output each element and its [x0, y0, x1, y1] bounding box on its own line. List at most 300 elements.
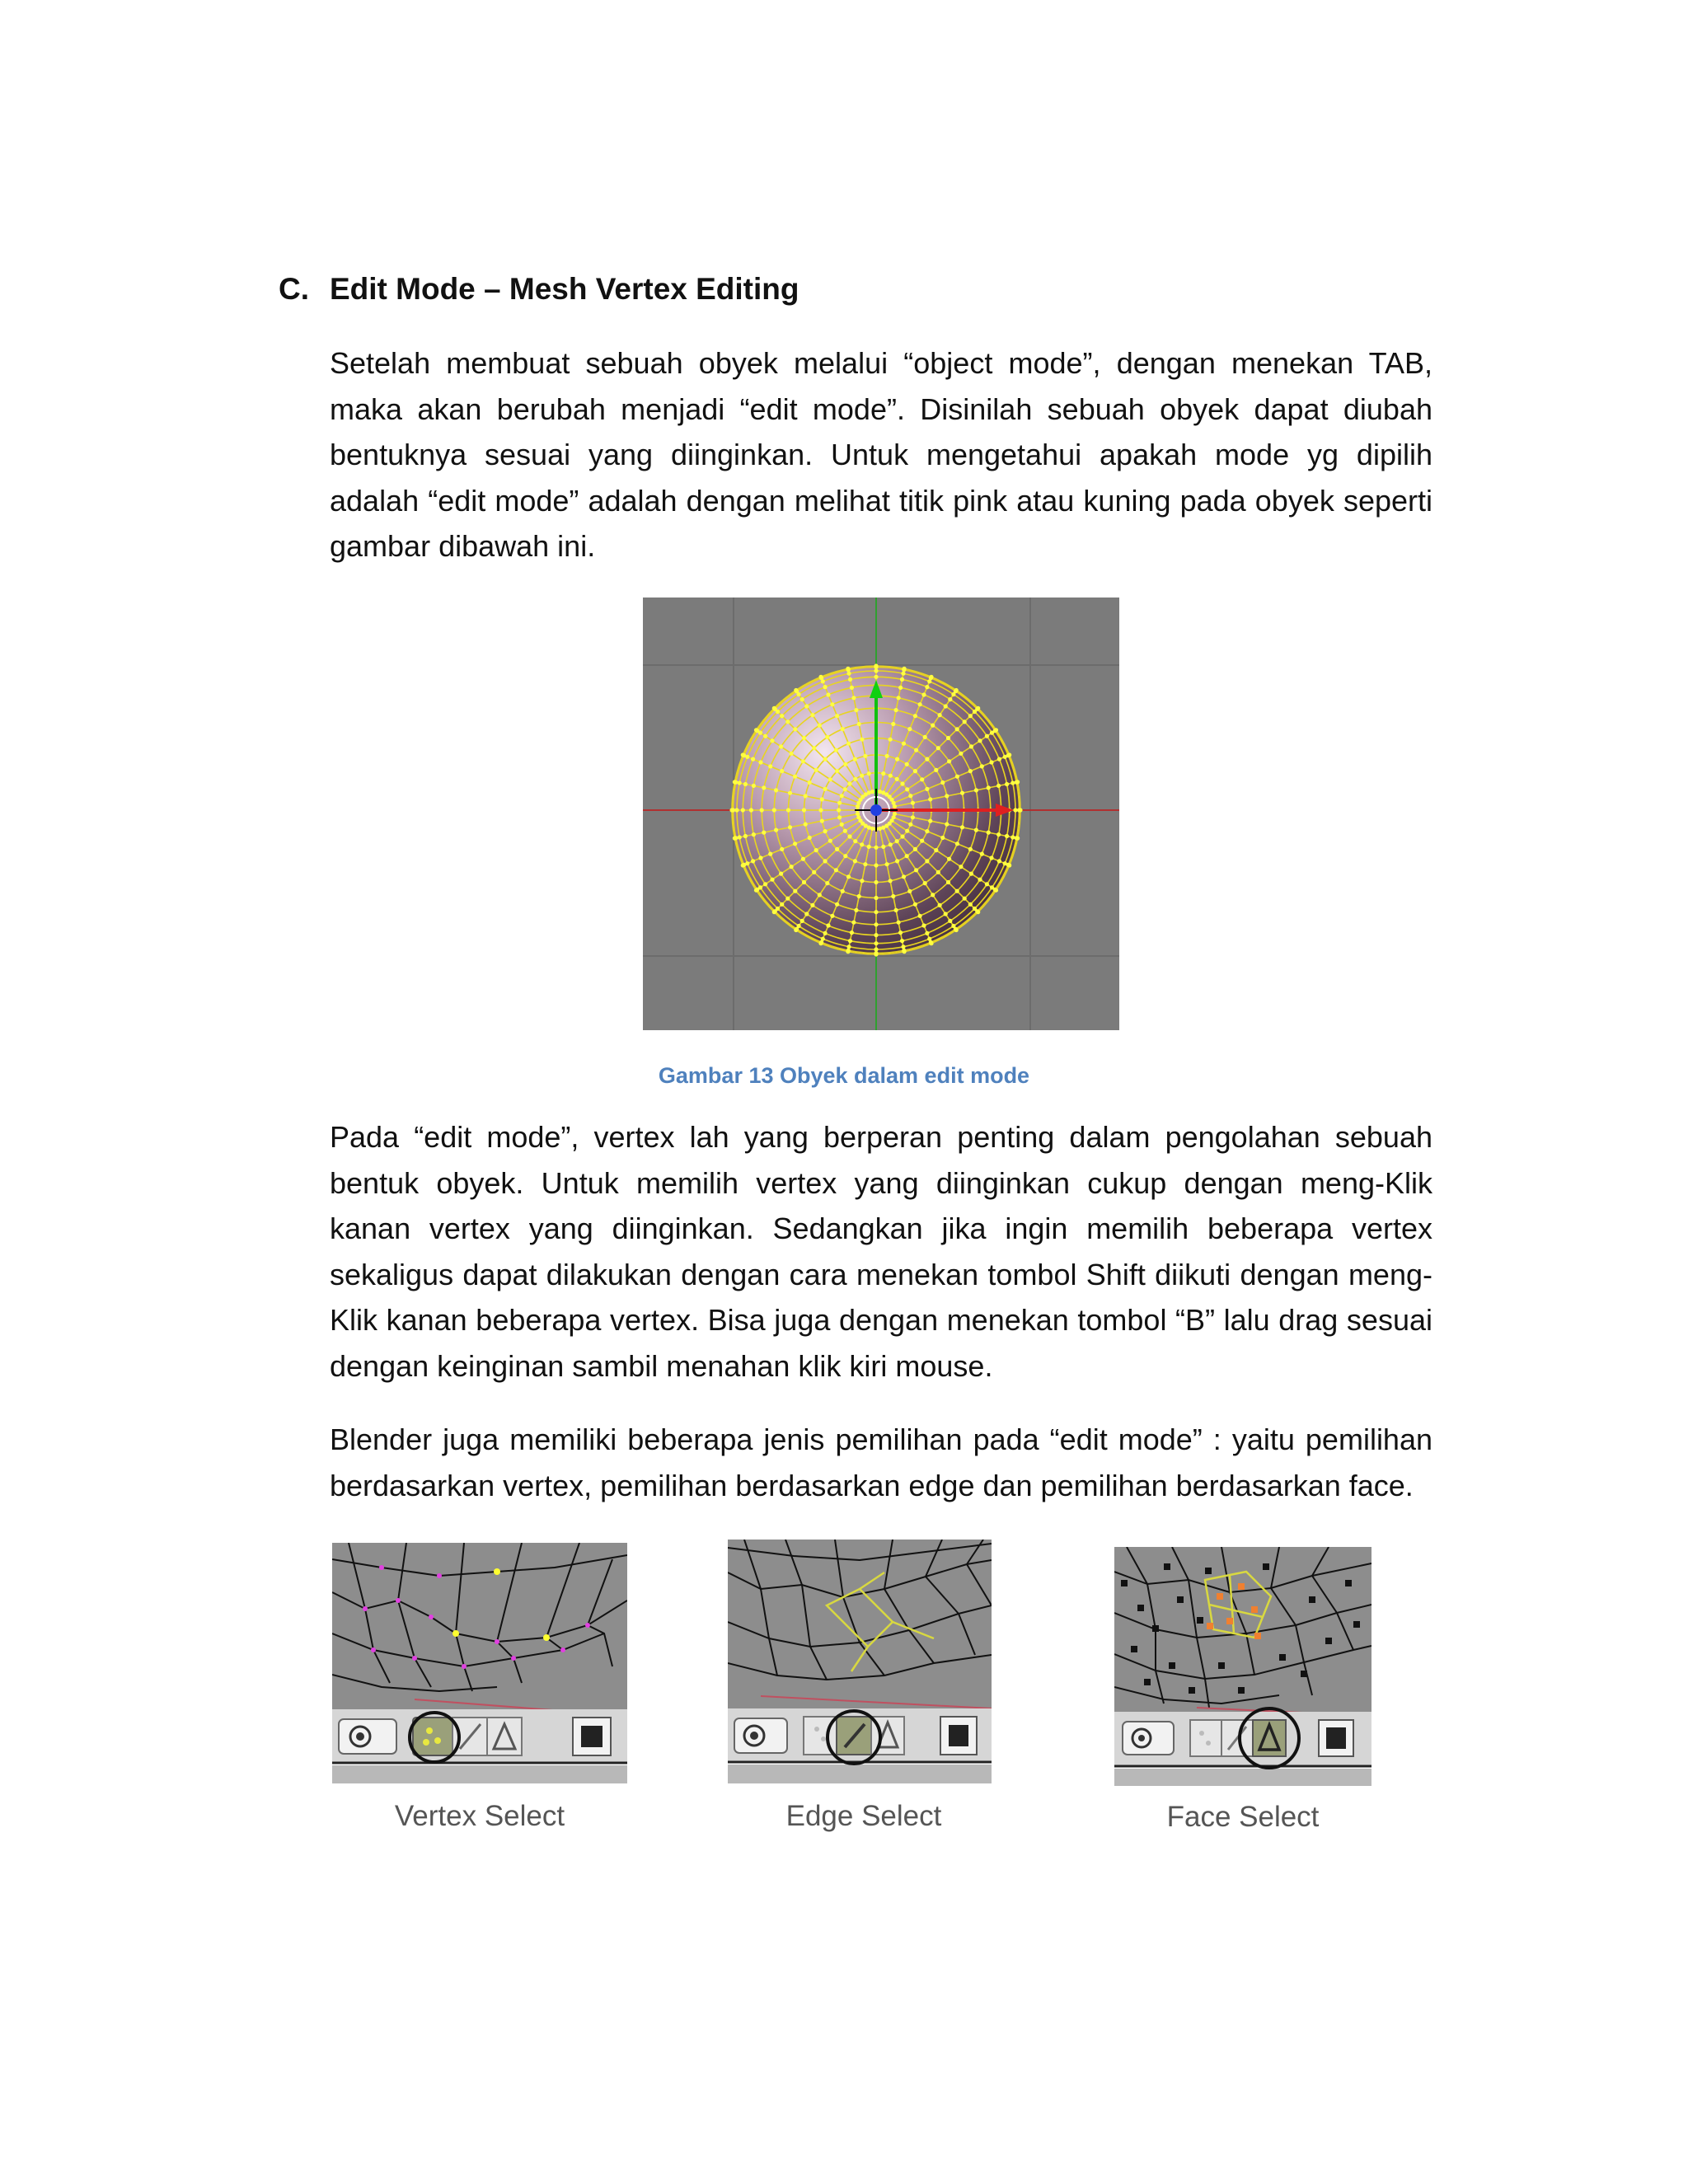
mesh-vertex	[925, 787, 929, 791]
mesh-vertex	[743, 782, 748, 786]
mesh-vertex	[1005, 834, 1009, 838]
mesh-vertex	[837, 815, 842, 819]
mesh-vertex	[801, 759, 805, 763]
mesh-vertex	[800, 919, 804, 923]
mesh-vertex	[1015, 780, 1020, 784]
mesh-vertex	[881, 845, 885, 849]
mesh-vertex	[826, 692, 830, 696]
mesh-vertex	[903, 667, 907, 671]
mesh-vertex	[900, 834, 904, 838]
mesh-vertex	[900, 677, 904, 682]
mesh-vertex	[936, 870, 940, 874]
mesh-vertex	[923, 735, 927, 739]
mesh-vertex	[944, 704, 948, 708]
face-select-screenshot	[1114, 1547, 1372, 1786]
mesh-vertex	[905, 829, 909, 833]
mesh-vertex	[853, 757, 857, 762]
mesh-vertex	[741, 863, 745, 867]
mesh-vertex	[830, 702, 834, 706]
mesh-vertex	[733, 780, 737, 784]
mesh-vertex	[780, 902, 784, 907]
mesh-vertex	[818, 893, 822, 897]
mesh-vertex	[867, 845, 871, 849]
mesh-vertex	[994, 728, 998, 732]
mesh-vertex	[985, 734, 989, 738]
mesh-vertex	[908, 823, 912, 827]
mesh-vertex	[812, 870, 816, 874]
mesh-vertex	[818, 724, 822, 728]
figure-caption: Gambar 13 Obyek dalam edit mode	[658, 1063, 1030, 1088]
mesh-vertex	[974, 788, 978, 792]
mesh-vertex	[978, 878, 982, 882]
mesh-vertex	[945, 823, 949, 827]
mesh-vertex	[860, 842, 864, 846]
mesh-vertex	[907, 727, 912, 731]
mesh-vertex	[968, 769, 973, 773]
mesh-vertex	[889, 738, 893, 742]
mesh-vertex	[891, 722, 895, 726]
mesh-vertex	[914, 748, 918, 752]
mesh-vertex	[921, 692, 926, 696]
mesh-vertex	[772, 910, 776, 914]
mesh-vertex	[834, 748, 838, 752]
mesh-vertex	[1010, 780, 1015, 785]
mesh-vertex	[889, 842, 893, 846]
section-heading	[279, 272, 799, 307]
edit-mode-sphere-figure	[643, 598, 1119, 1030]
mesh-vertex	[1018, 808, 1022, 812]
mesh-vertex	[895, 859, 899, 863]
mesh-vertex	[841, 889, 845, 893]
mesh-vertex	[843, 787, 847, 791]
mesh-vertex	[920, 839, 924, 843]
mesh-vertex	[867, 771, 871, 776]
vertex-select-screenshot	[332, 1543, 627, 1783]
mesh-vertex	[794, 688, 798, 692]
mesh-vertex	[846, 672, 851, 676]
mesh-vertex	[925, 931, 929, 935]
mesh-vertex	[818, 941, 823, 945]
mesh-vertex	[946, 880, 950, 884]
mesh-vertex	[802, 808, 806, 812]
mesh-vertex	[947, 857, 951, 861]
mesh-vertex	[760, 808, 764, 812]
mesh-vertex	[749, 808, 753, 812]
mesh-vertex	[997, 757, 1001, 762]
mesh-vertex	[948, 697, 952, 701]
mesh-vertex	[902, 742, 906, 746]
mesh-vertex	[790, 752, 794, 756]
mesh-vertex	[968, 902, 973, 907]
mesh-vertex	[945, 794, 949, 798]
mesh-vertex	[804, 794, 808, 798]
mesh-vertex	[960, 791, 964, 795]
mesh-vertex	[851, 696, 856, 700]
mesh-vertex	[959, 752, 963, 756]
mesh-vertex	[772, 706, 776, 710]
mesh-vertex	[741, 808, 745, 812]
paragraph-intro: Setelah membuat sebuah obyek melalui “object mode”, dengan menekan TAB, maka akan berubah menjadi “edit mode”. Disinilah sebuah obyek dapat diubah bentuknya sesuai yang diinginkan. Untuk mengetahui apakah mode yg dipilih adalah “edit mode” adalah dengan melihat titik pink atau kuning pada obyek seperti gambar dibawah ini.	[330, 346, 1432, 564]
mesh-vertex	[733, 837, 737, 841]
mesh-vertex	[843, 854, 847, 858]
mesh-vertex	[780, 714, 784, 718]
mesh-vertex	[825, 881, 829, 885]
mesh-vertex	[770, 738, 774, 743]
mesh-vertex	[851, 921, 856, 925]
mesh-vertex	[996, 784, 1001, 788]
mesh-vertex	[905, 762, 909, 766]
mesh-vertex	[860, 774, 864, 778]
mesh-vertex	[874, 675, 878, 679]
mesh-vertex	[738, 780, 742, 785]
mesh-vertex	[969, 872, 973, 876]
mesh-vertex	[976, 706, 980, 710]
mesh-vertex	[848, 677, 852, 682]
mesh-vertex	[729, 808, 734, 812]
mesh-vertex	[785, 719, 790, 724]
mesh-vertex	[823, 931, 828, 935]
mesh-vertex	[790, 865, 794, 869]
mesh-vertex	[810, 713, 814, 717]
mesh-vertex	[934, 848, 938, 852]
mesh-vertex	[810, 903, 814, 907]
mesh-vertex	[793, 775, 797, 779]
mesh-vertex	[914, 868, 918, 872]
mesh-vertex	[774, 828, 778, 832]
section-number: C.	[279, 272, 309, 306]
paragraph-selection-modes: Blender juga memiliki beberapa jenis pemilihan pada “edit mode” : yaitu pemilihan berdasarkan vertex, pemilihan berdasarkan edge dan pemilihan berdasarkan face.	[330, 1422, 1432, 1502]
mesh-vertex	[853, 839, 857, 843]
mesh-vertex	[934, 768, 938, 772]
mesh-vertex	[834, 868, 838, 872]
mesh-vertex	[754, 728, 758, 732]
mesh-vertex	[1010, 835, 1015, 839]
mesh-vertex	[812, 746, 816, 750]
mesh-vertex	[774, 788, 778, 792]
mesh-vertex	[768, 764, 772, 768]
mesh-vertex	[918, 702, 922, 706]
mesh-vertex	[929, 941, 933, 945]
mesh-vertex	[911, 815, 915, 819]
mesh-vertex	[793, 889, 797, 893]
mesh-vertex	[897, 696, 901, 700]
mesh-vertex	[985, 882, 989, 886]
mesh-vertex	[857, 722, 861, 726]
mesh-vertex	[874, 933, 878, 937]
mesh-vertex	[837, 808, 841, 812]
mesh-vertex	[820, 797, 824, 801]
face-select-label: Face Select	[1166, 1801, 1320, 1833]
mesh-vertex	[874, 668, 878, 673]
mesh-vertex	[825, 735, 829, 739]
mesh-vertex	[987, 785, 991, 790]
mesh-vertex	[823, 787, 828, 791]
mesh-vertex	[928, 819, 932, 823]
mesh-vertex	[918, 914, 922, 918]
mesh-vertex	[843, 762, 847, 766]
mesh-vertex	[846, 667, 850, 671]
mesh-vertex	[913, 847, 917, 851]
mesh-vertex	[947, 759, 951, 763]
mesh-vertex	[901, 944, 905, 949]
mesh-vertex	[763, 734, 767, 738]
mesh-vertex	[734, 808, 738, 812]
mesh-vertex	[848, 939, 852, 943]
mesh-vertex	[897, 921, 901, 925]
mesh-vertex	[804, 704, 809, 708]
mesh-vertex	[818, 808, 823, 812]
mesh-vertex	[1013, 808, 1017, 812]
mesh-vertex	[955, 727, 959, 731]
mesh-vertex	[840, 823, 844, 827]
mesh-vertex	[763, 882, 767, 886]
mesh-vertex	[913, 902, 917, 907]
mesh-vertex	[780, 769, 784, 773]
mesh-vertex	[955, 841, 959, 846]
mesh-vertex	[847, 781, 851, 785]
mesh-vertex	[936, 746, 940, 750]
edge-select-label: Edge Select	[785, 1800, 942, 1832]
mesh-vertex	[808, 780, 812, 785]
mesh-vertex	[846, 874, 851, 879]
mesh-vertex	[931, 893, 935, 897]
mesh-vertex	[752, 832, 756, 837]
mesh-vertex	[925, 859, 929, 863]
mesh-vertex	[891, 894, 895, 898]
mesh-vertex	[863, 862, 867, 866]
mesh-vertex	[925, 829, 929, 833]
mesh-vertex	[860, 879, 864, 883]
edge-select-screenshot	[728, 1540, 992, 1783]
mesh-vertex	[974, 828, 978, 832]
mesh-vertex	[741, 752, 745, 757]
mesh-vertex	[878, 827, 882, 831]
mesh-vertex	[944, 912, 948, 916]
mesh-vertex	[940, 780, 945, 785]
mesh-vertex	[841, 727, 845, 731]
mesh-vertex	[987, 831, 991, 835]
mesh-vertex	[895, 757, 899, 762]
mesh-vertex	[828, 777, 832, 781]
mesh-vertex	[893, 804, 897, 808]
mesh-vertex	[925, 685, 929, 689]
mesh-vertex	[968, 714, 973, 718]
mesh-vertex	[881, 771, 885, 776]
mesh-vertex	[913, 714, 917, 718]
mesh-vertex	[779, 744, 783, 748]
mesh-vertex	[908, 794, 912, 798]
mesh-vertex	[823, 859, 828, 863]
mesh-vertex	[793, 727, 797, 731]
mesh-vertex	[850, 930, 854, 935]
mesh-vertex	[837, 801, 842, 805]
mesh-vertex	[860, 738, 864, 742]
mesh-vertex	[793, 841, 797, 846]
mesh-vertex	[835, 769, 839, 773]
mesh-vertex	[780, 847, 784, 851]
mesh-vertex	[788, 825, 792, 829]
mesh-vertex	[853, 859, 857, 863]
mesh-vertex	[826, 923, 830, 927]
vertex-select-label: Vertex Select	[394, 1800, 565, 1832]
mesh-vertex	[1015, 837, 1020, 841]
mesh-vertex	[835, 847, 839, 851]
mesh-vertex	[929, 675, 933, 679]
mesh-vertex	[889, 879, 893, 883]
mesh-vertex	[804, 823, 808, 827]
mesh-vertex	[948, 919, 952, 923]
mesh-vertex	[980, 764, 984, 768]
mesh-vertex	[940, 836, 945, 840]
mesh-vertex	[818, 675, 823, 679]
mesh-vertex	[885, 862, 889, 866]
mesh-vertex	[856, 812, 860, 816]
mesh-vertex	[969, 744, 973, 748]
mesh-vertex	[779, 872, 783, 876]
mesh-vertex	[960, 825, 964, 829]
mesh-vertex	[874, 910, 878, 914]
mesh-vertex	[754, 888, 758, 893]
mesh-vertex	[920, 777, 924, 781]
mesh-vertex	[923, 881, 927, 885]
mesh-vertex	[946, 736, 950, 740]
mesh-vertex	[751, 757, 755, 762]
mesh-vertex	[976, 910, 980, 914]
mesh-vertex	[954, 688, 959, 692]
mesh-vertex	[786, 808, 790, 812]
mesh-vertex	[743, 834, 748, 838]
mesh-vertex	[762, 785, 766, 790]
mesh-vertex	[854, 908, 858, 912]
mesh-vertex	[898, 930, 903, 935]
mesh-vertex	[874, 896, 878, 900]
mesh-vertex	[885, 754, 889, 758]
mesh-vertex	[1007, 863, 1011, 867]
mesh-vertex	[738, 835, 742, 839]
mesh-vertex	[874, 952, 878, 956]
mesh-vertex	[835, 714, 839, 718]
mesh-vertex	[997, 859, 1001, 863]
mesh-vertex	[989, 760, 993, 764]
mesh-vertex	[994, 888, 998, 893]
mesh-vertex	[894, 908, 898, 912]
mesh-vertex	[772, 808, 776, 812]
mesh-vertex	[814, 768, 818, 772]
mesh-vertex	[911, 801, 915, 805]
edge-select-panel	[728, 1540, 992, 1832]
mesh-vertex	[963, 897, 967, 901]
mesh-vertex	[907, 889, 912, 893]
mesh-vertex	[823, 829, 828, 833]
mesh-vertex	[847, 834, 851, 838]
sphere-viewport-image	[643, 598, 1119, 1030]
mesh-vertex	[898, 686, 903, 690]
paragraph-vertex-selection: Pada “edit mode”, vertex lah yang berperan penting dalam pengolahan sebuah bentuk obyek. Untuk memilih vertex yang diinginkan cukup dengan meng-Klik kanan vertex yang diinginkan. Sedangkan jika ingin memilih beberapa vertex sekaligus dapat dilakukan dengan cara menekan tombol Shift diikuti dengan meng-Klik kanan beberapa vertex. Bisa juga dengan menekan tombol “B” lalu drag sesuai dengan keinginan sambil menahan klik kiri mouse.	[330, 1120, 1432, 1383]
mesh-vertex	[802, 880, 806, 884]
mesh-vertex	[900, 939, 904, 943]
mesh-vertex	[980, 852, 984, 856]
mesh-vertex	[814, 848, 818, 852]
mesh-vertex	[925, 757, 929, 762]
mesh-vertex	[963, 719, 967, 724]
mesh-vertex	[989, 855, 993, 860]
mesh-vertex	[902, 874, 906, 879]
mesh-vertex	[802, 736, 806, 740]
mesh-vertex	[1007, 752, 1011, 757]
mesh-vertex	[903, 949, 907, 954]
mesh-vertex	[938, 903, 942, 907]
mesh-vertex	[794, 928, 798, 932]
vertex-select-panel	[332, 1543, 627, 1832]
mesh-vertex	[938, 713, 942, 717]
mesh-vertex	[978, 738, 982, 743]
mesh-vertex	[820, 819, 824, 823]
mesh-vertex	[931, 724, 935, 728]
mesh-vertex	[968, 847, 973, 851]
pivot-point	[870, 804, 882, 816]
mesh-vertex	[863, 754, 867, 758]
mesh-vertex	[874, 863, 878, 867]
mesh-vertex	[857, 894, 861, 898]
mesh-vertex	[843, 829, 847, 833]
mesh-vertex	[804, 912, 809, 916]
mesh-vertex	[996, 832, 1001, 837]
mesh-vertex	[959, 865, 963, 869]
mesh-vertex	[788, 791, 792, 795]
mesh-vertex	[905, 787, 909, 791]
mesh-vertex	[846, 949, 850, 954]
face-select-panel	[1114, 1547, 1372, 1833]
mesh-vertex	[751, 859, 755, 863]
mesh-vertex	[955, 889, 959, 893]
mesh-vertex	[823, 757, 828, 762]
mesh-vertex	[823, 685, 828, 689]
mesh-vertex	[854, 708, 858, 712]
mesh-vertex	[874, 947, 878, 951]
mesh-vertex	[870, 790, 874, 794]
mesh-vertex	[955, 775, 959, 779]
mesh-vertex	[768, 852, 772, 856]
mesh-vertex	[913, 769, 917, 773]
mesh-vertex	[874, 880, 878, 884]
mesh-vertex	[874, 922, 878, 926]
mesh-vertex	[835, 902, 839, 907]
mesh-vertex	[928, 797, 932, 801]
mesh-vertex	[894, 708, 898, 712]
mesh-vertex	[1005, 782, 1009, 786]
mesh-vertex	[874, 663, 878, 668]
mesh-vertex	[770, 878, 774, 882]
mesh-vertex	[850, 686, 854, 690]
mesh-vertex	[900, 781, 904, 785]
mesh-vertex	[758, 760, 762, 764]
mesh-vertex	[954, 928, 959, 932]
mesh-vertex	[801, 857, 805, 861]
mesh-vertex	[828, 839, 832, 843]
mesh-vertex	[874, 846, 878, 850]
mesh-vertex	[830, 914, 834, 918]
mesh-vertex	[758, 855, 762, 860]
mesh-vertex	[895, 839, 899, 843]
mesh-vertex	[808, 836, 812, 840]
mesh-vertex	[874, 941, 878, 945]
mesh-vertex	[853, 777, 857, 781]
mesh-vertex	[921, 923, 926, 927]
mesh-vertex	[846, 742, 851, 746]
mesh-vertex	[901, 672, 905, 676]
mesh-vertex	[840, 794, 844, 798]
section-title: Edit Mode – Mesh Vertex Editing	[330, 272, 799, 306]
